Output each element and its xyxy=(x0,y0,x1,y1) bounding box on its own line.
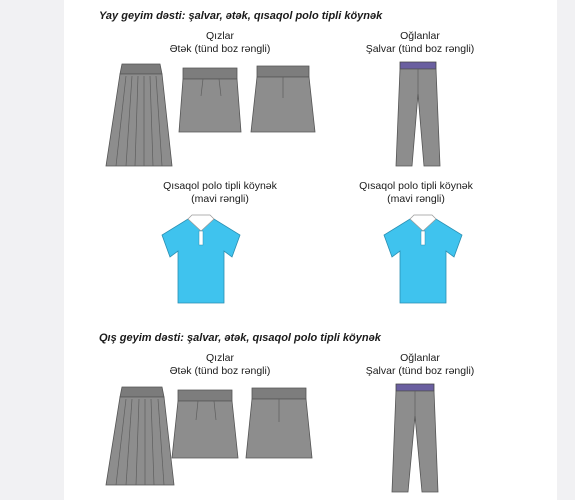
summer-girls-shirt-label: Qısaqol polo tipli köynək xyxy=(163,180,277,192)
winter-boys-label: Oğlanlar xyxy=(400,352,440,364)
summer-boys-label: Oğlanlar xyxy=(400,30,440,42)
summer-boys-item: Şalvar (tünd boz rəngli) xyxy=(365,43,475,55)
summer-boys-shirt-color: (mavi rəngli) xyxy=(387,193,445,205)
summer-girls-caption xyxy=(140,30,300,56)
winter-set-title: Qış geyim dəsti: şalvar, ətək, qısaqol polo tipli köynək xyxy=(99,332,381,344)
summer-trousers-image xyxy=(394,60,442,170)
winter-pleated-skirt-image xyxy=(104,385,176,487)
uniform-sheet xyxy=(64,0,557,500)
winter-girls-caption xyxy=(140,352,300,378)
winter-trousers-image xyxy=(390,382,440,494)
summer-boys-polo-shirt-image xyxy=(380,213,466,307)
summer-set-title: Yay geyim dəsti: şalvar, ətək, qısaqol polo tipli köynək xyxy=(99,10,383,22)
summer-pleated-skirt-image xyxy=(104,62,174,170)
winter-girls-item: Ətək (tünd boz rəngli) xyxy=(169,365,271,377)
summer-boys-shirt-label: Qısaqol polo tipli köynək xyxy=(359,180,473,192)
summer-boys-shirt-caption xyxy=(336,180,496,206)
winter-girls-label: Qızlar xyxy=(205,352,234,364)
summer-girls-shirt-caption xyxy=(140,180,300,206)
winter-straight-skirt-image-1 xyxy=(170,388,240,460)
summer-straight-skirt-image-2 xyxy=(249,64,317,134)
winter-boys-caption xyxy=(340,352,500,378)
summer-straight-skirt-image-1 xyxy=(177,66,243,134)
summer-boys-caption xyxy=(340,30,500,56)
winter-straight-skirt-image-2 xyxy=(244,386,314,460)
summer-girls-polo-shirt-image xyxy=(158,213,244,307)
summer-girls-item: Ətək (tünd boz rəngli) xyxy=(169,43,271,55)
winter-boys-item: Şalvar (tünd boz rəngli) xyxy=(365,365,475,377)
summer-girls-label: Qızlar xyxy=(205,30,234,42)
summer-girls-shirt-color: (mavi rəngli) xyxy=(191,193,249,205)
